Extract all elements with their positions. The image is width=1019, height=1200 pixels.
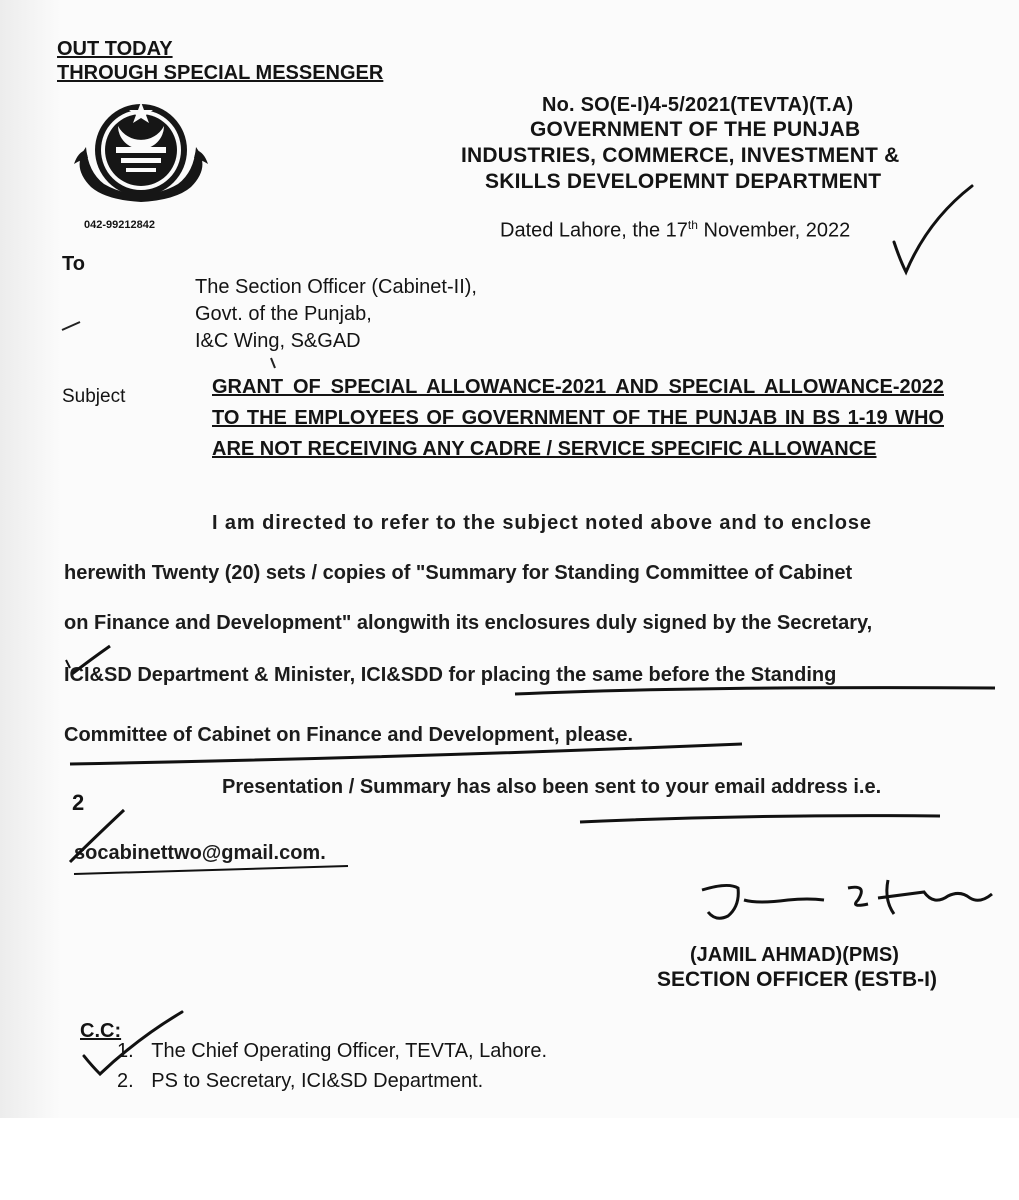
government-emblem-icon: [66, 92, 216, 217]
dispatch-line-1: OUT TODAY: [57, 38, 173, 60]
paper-shadow: [0, 0, 60, 1200]
date-suffix-sup: th: [687, 218, 698, 232]
cc-item-number: 2.: [117, 1070, 134, 1092]
para1-line-2: herewith Twenty (20) sets / copies of "Summary for Standing Committee of Cabinet: [64, 562, 853, 584]
cc-item-2: [117, 1070, 483, 1093]
para2-email: socabinettwo@gmail.com.: [74, 842, 326, 864]
para1-line-5: Committee of Cabinet on Finance and Development, please.: [64, 724, 633, 746]
addressee-line-1: The Section Officer (Cabinet-II),: [195, 276, 477, 298]
letter-date: [500, 218, 850, 243]
date-rest: November, 2022: [697, 219, 851, 242]
department-line-1: INDUSTRIES, COMMERCE, INVESTMENT &: [461, 144, 900, 167]
pen-mark: [60, 318, 82, 332]
pen-mark: [268, 356, 278, 370]
dispatch-line-2: THROUGH SPECIAL MESSENGER: [57, 62, 384, 84]
para1-line-1: I am directed to refer to the subject noted above and to enclose: [212, 512, 872, 534]
para2-number: 2: [72, 790, 85, 815]
para2-line-1: Presentation / Summary has also been sent to your email address i.e.: [222, 776, 882, 798]
page-bottom-margin: [0, 1118, 1019, 1200]
cc-item-text: PS to Secretary, ICI&SD Department.: [151, 1070, 484, 1092]
cc-label: C.C:: [80, 1020, 122, 1042]
cc-item-number: 1.: [117, 1040, 134, 1062]
date-prefix: Dated Lahore, the 17: [500, 219, 688, 242]
department-line-2: SKILLS DEVELOPEMNT DEPARTMENT: [485, 170, 882, 193]
addressee-line-2: Govt. of the Punjab,: [195, 303, 372, 325]
para1-line-3: on Finance and Development" alongwith its enclosures duly signed by the Secretary,: [64, 612, 873, 634]
subject-label: Subject: [62, 386, 126, 407]
to-label: To: [62, 253, 85, 275]
signature-scribble: [698, 870, 998, 930]
checkmark-icon: [888, 180, 978, 280]
addressee-line-3: I&C Wing, S&GAD: [195, 330, 361, 352]
subject-text: GRANT OF SPECIAL ALLOWANCE-2021 AND SPECIAL ALLOWANCE-2022 TO THE EMPLOYEES OF GOVERNMENT OF THE PUNJAB IN BS 1-19 WHO ARE NOT RECEIVING ANY CADRE / SERVICE SPECIFIC ALLOWANCE: [212, 376, 944, 460]
para1-line-4: ICI&SD Department & Minister, ICI&SDD for placing the same before the Standing: [64, 664, 837, 686]
hand-underline: [0, 640, 1019, 780]
cc-item-1: [117, 1040, 547, 1063]
signatory-name: (JAMIL AHMAD)(PMS): [690, 944, 899, 966]
signatory-designation: SECTION OFFICER (ESTB-I): [657, 968, 937, 991]
reference-number: No. SO(E-I)4-5/2021(TEVTA)(T.A): [542, 94, 854, 116]
emblem-phone: 042-99212842: [84, 219, 155, 231]
government-title: GOVERNMENT OF THE PUNJAB: [530, 118, 861, 141]
cc-item-text: The Chief Operating Officer, TEVTA, Lahore.: [151, 1040, 548, 1062]
